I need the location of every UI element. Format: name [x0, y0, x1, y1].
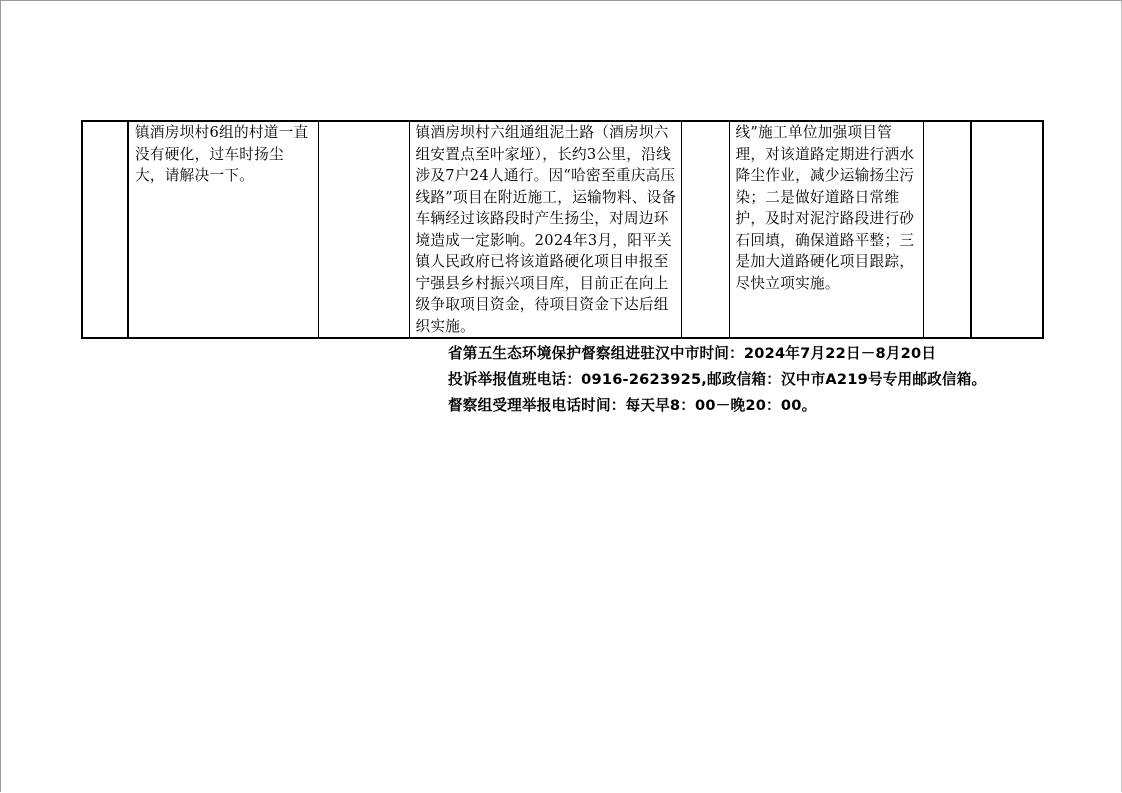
hotline-hours: 督察组受理举报电话时间：每天早8：00－晚20：00。 — [448, 397, 817, 414]
verified-cell — [681, 121, 729, 338]
measures-cell — [729, 121, 923, 338]
accountability-cell — [923, 121, 971, 338]
remarks-cell — [971, 121, 1043, 338]
investigation-cell — [409, 121, 681, 338]
investigation-result: 镇酒房坝村六组通组泥土路（酒房坝六组安置点至叶家垭），长约3公里，沿线涉及7户24人通行。因“哈密至重庆高压线路”项目在附近施工，运输物料、设备车辆经过该路段时产生扬尘，对周边环境造成一定影响。2024年3月，阳平关镇人民政府已将该道路硬化项目申报至宁强县乡村振兴项目库，目前正在向上级争取项目资金，待项目资金下达后组织实施。 — [415, 124, 677, 335]
table-row — [82, 121, 1043, 338]
admin-region-cell — [318, 121, 409, 338]
handling-measures: 线”施工单位加强项目管理，对该道路定期进行洒水降尘作业，减少运输扬尘污染；二是做好道路日常维护，及时对泥泞路段进行砂石回填，确保道路平整；三是加大道路硬化项目跟踪，尽快立项实施。 — [735, 124, 915, 292]
complaint-content-cell — [128, 121, 318, 338]
inspection-period: 省第五生态环境保护督察组进驻汉中市时间：2024年7月22日－8月20日 — [448, 345, 937, 362]
complaint-table — [81, 120, 1044, 339]
hotline-mailbox: 投诉举报值班电话：0916-2623925,邮政信箱：汉中市A219号专用邮政信箱。 — [448, 371, 987, 388]
footer-notice — [448, 341, 1048, 419]
complaint-content: 镇酒房坝村6组的村道一直没有硬化，过车时扬尘大，请解决一下。 — [135, 124, 309, 184]
serial-cell — [82, 121, 128, 338]
